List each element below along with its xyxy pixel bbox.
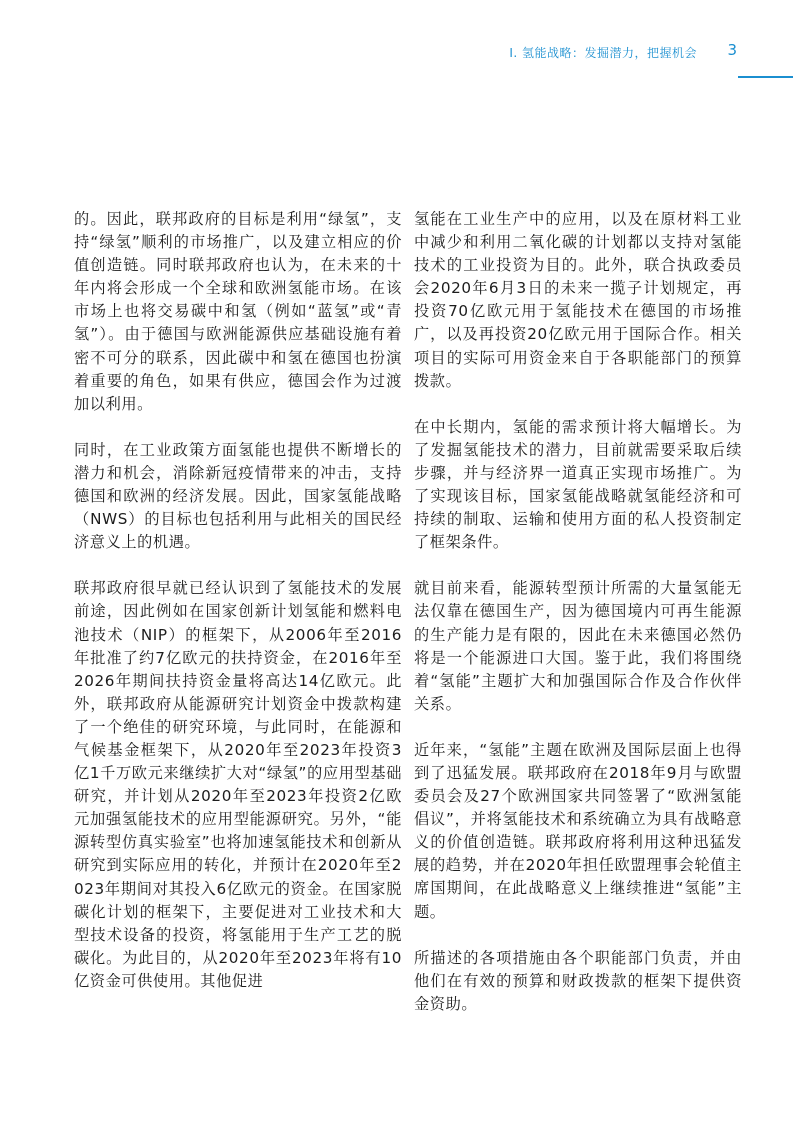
paragraph: 的。因此，联邦政府的目标是利用“绿氢”，支持“绿氢”顺利的市场推广，以及建立相应的价值创造链。同时联邦政府也认为，在未来的十年内将会形成一个全球和欧洲氢能市场。在该市场上也将交易碳中和氢（例如“蓝氢”或“青氢”）。由于德国与欧洲能源供应基础设施有着密不可分的联系，因此碳中和氢在德国也扮演着重要的角色，如果有供应，德国会作为过渡加以利用。 (74, 210, 402, 413)
header-rule (738, 76, 793, 78)
page-number: 3 (727, 41, 737, 59)
running-header (509, 44, 697, 61)
paragraph: 联邦政府很早就已经认识到了氢能技术的发展前途，因此例如在国家创新计划氢能和燃料电池技术（NIP）的框架下，从2006年至2016年批准了约7亿欧元的扶持资金，在2016年至2026年期间扶持资金量将高达14亿欧元。此外，联邦政府从能源研究计划资金中拨款构建了一个绝佳的研究环境，与此同时，在能源和气候基金框架下，从2020年至2023年投资3亿1千万欧元来继续扩大对“绿氢”的应用型基础研究，并计划从2020年至2023年投资2亿欧元加强氢能技术的应用型能源研究。另外，“能源转型仿真实验室”也将加速氢能技术和创新从研究到实际应用的转化，并预计在2020年至2023年期间对其投入6亿欧元的资金。在国家脱碳化计划的框架下，主要促进对工业技术和大型技术设备的投资，将氢能用于生产工艺的脱碳化。为此目的，从2020年至2023年将有10亿资金可供使用。其他促进 (74, 579, 402, 990)
right-column (414, 208, 742, 1039)
paragraph: 近年来，“氢能”主题在欧洲及国际层面上也得到了迅猛发展。联邦政府在2018年9月与欧盟委员会及27个欧洲国家共同签署了“欧洲氢能倡议”，并将氢能技术和系统确立为具有战略意义的价值创造链。联邦政府将利用这种迅猛发展的趋势，并在2020年担任欧盟理事会轮值主席国期间，在此战略意义上继续推进“氢能”主题。 (414, 740, 742, 921)
paragraph: 就目前来看，能源转型预计所需的大量氢能无法仅靠在德国生产，因为德国境内可再生能源的生产能力是有限的，因此在未来德国必然仍将是一个能源进口大国。鉴于此，我们将围绕着“氢能”主题扩大和加强国际合作及合作伙伴关系。 (414, 579, 742, 713)
paragraph: 所描述的各项措施由各个职能部门负责，并由他们在有效的预算和财政拨款的框架下提供资金资助。 (414, 948, 742, 1013)
paragraph: 在中长期内，氢能的需求预计将大幅增长。为了发掘氢能技术的潜力，目前就需要采取后续步骤，并与经济界一道真正实现市场推广。为了实现该目标，国家氢能战略就氢能经济和可持续的制取、运输和使用方面的私人投资制定了框架条件。 (414, 417, 742, 552)
left-column (74, 208, 402, 1016)
paragraph: 同时，在工业政策方面氢能也提供不断增长的潜力和机会，消除新冠疫情带来的冲击，支持德国和欧洲的经济发展。因此，国家氢能战略（NWS）的目标也包括利用与此相关的国民经济意义上的机遇。 (74, 440, 402, 552)
paragraph: 氢能在工业生产中的应用，以及在原材料工业中减少和利用二氧化碳的计划都以支持对氢能技术的工业投资为目的。此外，联合执政委员会2020年6月3日的未来一揽子计划规定，再投资70亿欧元用于氢能技术在德国的市场推广，以及再投资20亿欧元用于国际合作。相关项目的实际可用资金来自于各职能部门的预算拨款。 (414, 210, 742, 390)
section-title: I. 氢能战略：发掘潜力，把握机会 (509, 46, 697, 60)
